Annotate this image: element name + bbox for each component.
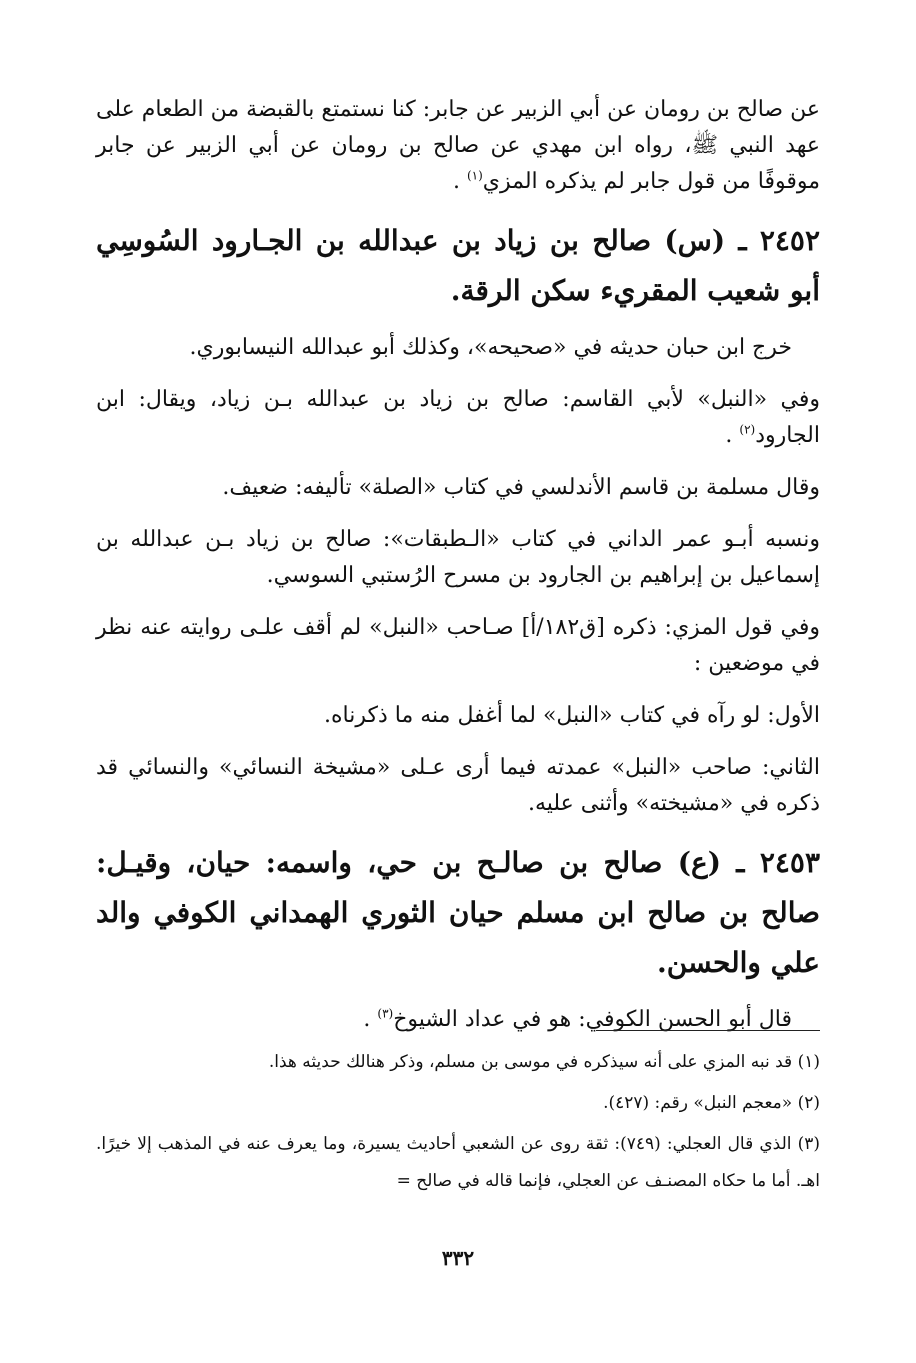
paragraph: الأول: لو رآه في كتاب «النبل» لما أغفل منه ما ذكرناه. [324,703,820,728]
main-text [96,92,820,1054]
page-number: ٣٣٢ [441,1246,475,1270]
paragraph-text: قال أبو الحسن الكوفي: هو في عداد الشيوخ [393,1007,792,1032]
entry-heading-2452: ٢٤٥٢ ـ (س) صالح بن زياد بن عبدالله بن الجـارود السُوسِي أبو شعيب المقريء سكن الرقة. [96,224,820,307]
paragraph [96,1002,820,1038]
footnote-2: (٢) «معجم النبل» رقم: (٤٢٧). [603,1093,820,1113]
footnote-3: (٣) الذي قال العجلي: (٧٤٩): ثقة روى عن الشعبي أحاديث يسيرة، وما يعرف عنه في المذهب إلا خيرًا. اهـ. أما ما حكاه المصنـف عن العجلي، فإنما قاله في صالح = [96,1134,820,1191]
footnote-ref-3[interactable]: (٣) [377,1006,394,1021]
paragraph: وفي قول المزي: ذكره [ق١٨٢/أ] صـاحب «النبل» لم أقف علـى روايته عنه نظر في موضعين : [96,615,820,676]
paragraph: وقال مسلمة بن قاسم الأندلسي في كتاب «الصلة» تأليفه: ضعيف. [222,475,820,500]
footnote-ref-2[interactable]: (٢) [739,422,756,437]
punctuation: . [725,423,740,448]
paragraph [96,382,820,454]
paragraph: خرج ابن حبان حديثه في «صحيحه»، وكذلك أبو عبدالله النيسابوري. [189,335,792,360]
paragraph-text: وفي «النبل» لأبي القاسم: صالح بن زياد بن عبدالله بـن زياد، ويقال: ابن الجارود [96,387,820,448]
footnotes [96,1044,820,1204]
paragraph-text: عن صالح بن رومان عن أبي الزبير عن جابر: كنا نستمتع بالقبضة من الطعام على عهد النبي ﷺ، رواه ابن مهدي عن صالح بن رومان عن أبي الزبير عن جابر موقوفًا من قول جابر لم يذكره المزي [96,97,820,194]
paragraph-continuation [96,92,820,200]
footnote-ref-1[interactable]: (١) [466,168,483,183]
paragraph: ونسبه أبـو عمر الداني في كتاب «الـطبقات»: صالح بن زياد بـن عبدالله بن إسماعيل بن إبراهيم بن الجارود بن مسرح الرُستبي السوسي. [96,527,820,588]
punctuation: . [363,1007,378,1032]
footnote-divider [596,1030,820,1031]
paragraph: الثاني: صاحب «النبل» عمدته فيما أرى عـلى «مشيخة النسائي» والنسائي قد ذكره في «مشيخته» وأثنى عليه. [96,755,820,816]
punctuation: . [452,169,467,194]
footnote-1: (١) قد نبه المزي على أنه سيذكره في موسى بن مسلم، وذكر هنالك حديثه هذا. [268,1052,820,1072]
entry-heading-2453: ٢٤٥٣ ـ (ع) صالح بن صالـح بن حي، واسمه: حيان، وقيـل: صالح بن صالح ابن مسلم حيان الثوري الهمداني الكوفي والد علي والحسن. [96,846,820,979]
